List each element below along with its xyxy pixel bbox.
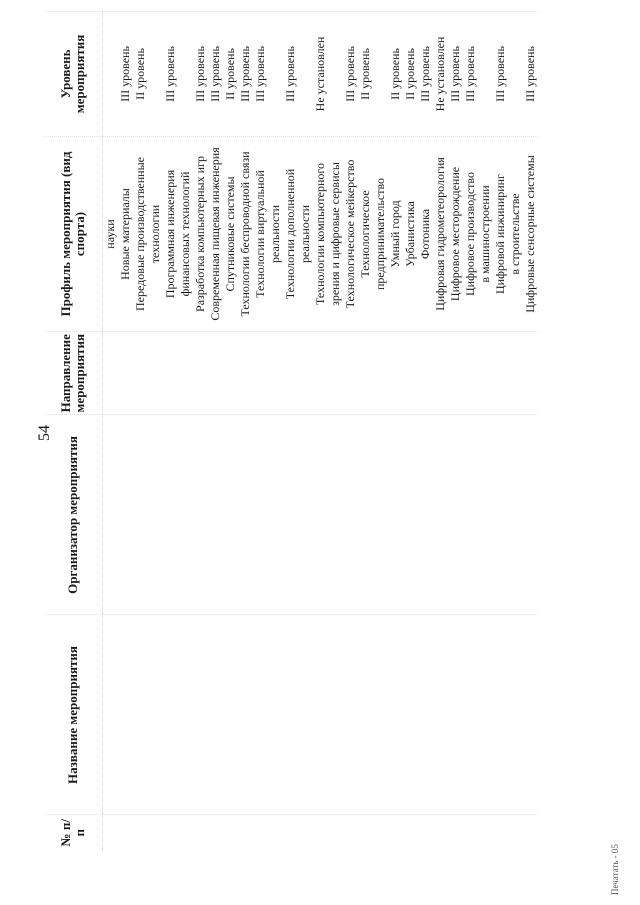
profile-line: Цифровые сенсорные системы <box>523 155 537 313</box>
level-line: III уровень <box>118 46 132 102</box>
profile-line: Технологии беспроводной связи <box>238 151 252 317</box>
profile-line: финансовых технологий <box>178 171 192 297</box>
profile-line: Технологии виртуальной <box>253 170 267 298</box>
level-line: II уровень <box>388 48 402 100</box>
level-line: II уровень <box>133 48 147 100</box>
profile-line: Цифровая гидрометеорология <box>433 157 447 311</box>
cell-level <box>103 11 539 136</box>
table-row <box>103 11 539 850</box>
cell-direction <box>103 331 539 415</box>
level-line: III уровень <box>238 46 252 102</box>
profile-line: Спутниковые системы <box>223 176 237 292</box>
level-line: III уровень <box>523 46 537 102</box>
cell-profile <box>103 136 539 331</box>
profile-line: Цифровой инжиниринг <box>493 173 507 295</box>
footer-print-code: Печатать - 05 <box>610 844 620 895</box>
level-line: Не установлен <box>433 36 447 112</box>
level-line: III уровень <box>283 46 297 102</box>
profile-line: Новые материалы <box>118 188 132 280</box>
level-line: III уровень <box>193 46 207 102</box>
profile-line: технологии <box>148 204 162 264</box>
profile-line: предпринимательство <box>373 177 387 291</box>
cell-organizer <box>103 415 539 615</box>
table-header-row <box>44 11 103 850</box>
profile-line: в строительстве <box>508 193 522 275</box>
header-organizer: Организатор мероприятия <box>44 415 103 615</box>
profile-line: реальности <box>298 204 312 264</box>
profile-line: Технологическое мейкерство <box>343 159 357 309</box>
header-event-name: Название мероприятия <box>44 615 103 815</box>
header-profile: Профиль мероприятия (вид спорта) <box>44 136 103 331</box>
profile-line: в машиностроении <box>478 185 492 283</box>
profile-line: реальности <box>268 204 282 264</box>
profile-line: науки <box>103 219 117 249</box>
level-line <box>103 14 118 134</box>
profile-line: Урбанистика <box>403 201 417 267</box>
level-line: III уровень <box>448 46 462 102</box>
page-number: 54 <box>36 425 53 441</box>
level-line: Не установлен <box>313 36 327 112</box>
level-line <box>268 14 283 134</box>
level-line <box>373 14 388 134</box>
profile-line: Передовые производственные <box>133 157 147 311</box>
level-line: III уровень <box>208 46 222 102</box>
level-line: II уровень <box>358 48 372 100</box>
level-line <box>478 14 493 134</box>
profile-line: Цифровое производство <box>463 171 477 296</box>
level-line <box>328 14 343 134</box>
header-direction: Направление мероприятия <box>44 331 103 415</box>
level-line: II уровень <box>403 48 417 100</box>
header-number: № п/п <box>44 815 103 850</box>
profile-line: Технологическое <box>358 190 372 278</box>
level-line <box>148 14 163 134</box>
level-line <box>298 14 313 134</box>
level-line <box>508 14 523 134</box>
cell-event-name <box>103 615 539 815</box>
level-line: III уровень <box>493 46 507 102</box>
level-line: III уровень <box>463 46 477 102</box>
profile-line: Программная инженерия <box>163 169 177 299</box>
level-line: III уровень <box>253 46 267 102</box>
level-line: III уровень <box>163 46 177 102</box>
profile-line: Современная пищевая инженерия <box>208 147 222 321</box>
profile-line: Умный город <box>388 200 402 268</box>
profile-line: Технологии дополненной <box>283 168 297 300</box>
profile-line: зрения и цифровые сервисы <box>328 162 342 306</box>
cell-number <box>103 815 539 850</box>
level-line: II уровень <box>223 48 237 100</box>
level-line <box>178 14 193 134</box>
events-table <box>44 11 538 850</box>
profile-line: Разработка компьютерных игр <box>193 156 207 312</box>
level-line: III уровень <box>418 46 432 102</box>
level-line: III уровень <box>343 46 357 102</box>
profile-line: Фотоника <box>418 208 432 260</box>
profile-line: Технологии компьютерного <box>313 163 327 305</box>
header-level: Уровень мероприятия <box>44 11 103 136</box>
profile-line: Цифровое месторождение <box>448 166 462 302</box>
